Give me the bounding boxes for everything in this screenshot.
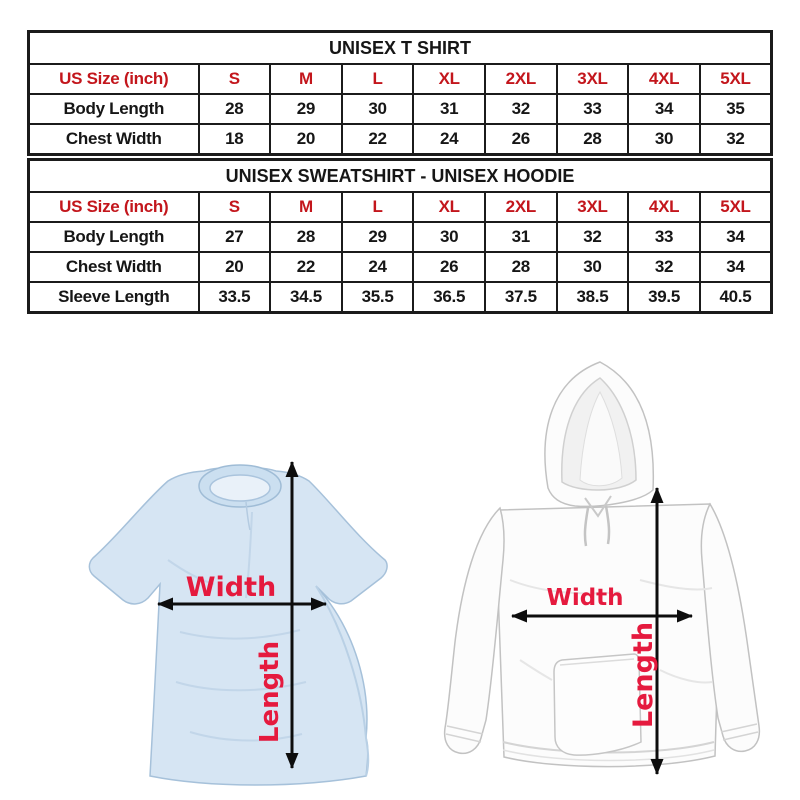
row-label: Sleeve Length bbox=[29, 282, 199, 313]
col-header: 5XL bbox=[700, 192, 772, 222]
col-header: 4XL bbox=[628, 192, 700, 222]
col-header: S bbox=[199, 64, 271, 94]
col-header: 3XL bbox=[557, 64, 629, 94]
col-header: 3XL bbox=[557, 192, 629, 222]
size-cell: 33 bbox=[557, 94, 629, 124]
size-cell: 24 bbox=[342, 252, 414, 282]
size-cell: 26 bbox=[413, 252, 485, 282]
size-cell: 22 bbox=[342, 124, 414, 155]
col-header: US Size (inch) bbox=[29, 192, 199, 222]
size-cell: 35.5 bbox=[342, 282, 414, 313]
size-cell: 28 bbox=[557, 124, 629, 155]
size-cell: 39.5 bbox=[628, 282, 700, 313]
hoodie-left-sleeve bbox=[445, 508, 504, 753]
size-cell: 32 bbox=[628, 252, 700, 282]
size-cell: 28 bbox=[270, 222, 342, 252]
col-header: L bbox=[342, 64, 414, 94]
size-cell: 26 bbox=[485, 124, 557, 155]
col-header: 4XL bbox=[628, 64, 700, 94]
col-header: XL bbox=[413, 192, 485, 222]
tshirt-figure bbox=[89, 462, 387, 785]
col-header: 2XL bbox=[485, 192, 557, 222]
hoodie-size-table bbox=[27, 158, 773, 314]
table-row bbox=[29, 222, 772, 252]
size-cell: 30 bbox=[413, 222, 485, 252]
size-cell: 22 bbox=[270, 252, 342, 282]
size-cell: 24 bbox=[413, 124, 485, 155]
size-tables bbox=[27, 30, 773, 314]
size-cell: 31 bbox=[413, 94, 485, 124]
row-label: Chest Width bbox=[29, 252, 199, 282]
col-header: XL bbox=[413, 64, 485, 94]
size-cell: 38.5 bbox=[557, 282, 629, 313]
table-row bbox=[29, 94, 772, 124]
size-cell: 32 bbox=[700, 124, 772, 155]
size-cell: 31 bbox=[485, 222, 557, 252]
col-header: S bbox=[199, 192, 271, 222]
table-row bbox=[29, 252, 772, 282]
size-cell: 28 bbox=[485, 252, 557, 282]
tshirt-body bbox=[89, 467, 387, 785]
size-cell: 27 bbox=[199, 222, 271, 252]
tshirt-collar-inner bbox=[210, 475, 270, 501]
col-header: L bbox=[342, 192, 414, 222]
col-header: M bbox=[270, 64, 342, 94]
col-header: US Size (inch) bbox=[29, 64, 199, 94]
size-cell: 33.5 bbox=[199, 282, 271, 313]
size-cell: 30 bbox=[342, 94, 414, 124]
table-title: UNISEX SWEATSHIRT - UNISEX HOODIE bbox=[29, 160, 772, 193]
size-cell: 37.5 bbox=[485, 282, 557, 313]
size-cell: 30 bbox=[557, 252, 629, 282]
size-cell: 35 bbox=[700, 94, 772, 124]
col-header: 2XL bbox=[485, 64, 557, 94]
size-cell: 29 bbox=[342, 222, 414, 252]
size-cell: 29 bbox=[270, 94, 342, 124]
table-row bbox=[29, 282, 772, 313]
size-cell: 36.5 bbox=[413, 282, 485, 313]
row-label: Body Length bbox=[29, 222, 199, 252]
size-cell: 34 bbox=[628, 94, 700, 124]
table-title: UNISEX T SHIRT bbox=[29, 32, 772, 65]
size-cell: 32 bbox=[485, 94, 557, 124]
row-label: Chest Width bbox=[29, 124, 199, 155]
hoodie-length-label: Length bbox=[628, 621, 659, 729]
size-cell: 34 bbox=[700, 252, 772, 282]
garment-figures bbox=[0, 330, 800, 800]
size-cell: 18 bbox=[199, 124, 271, 155]
size-cell: 40.5 bbox=[700, 282, 772, 313]
size-cell: 34.5 bbox=[270, 282, 342, 313]
size-cell: 34 bbox=[700, 222, 772, 252]
size-cell: 28 bbox=[199, 94, 271, 124]
size-cell: 33 bbox=[628, 222, 700, 252]
size-cell: 32 bbox=[557, 222, 629, 252]
hoodie-width-label: Width bbox=[546, 585, 624, 611]
table-row bbox=[29, 124, 772, 155]
size-cell: 20 bbox=[199, 252, 271, 282]
hoodie-figure bbox=[445, 362, 760, 774]
row-label: Body Length bbox=[29, 94, 199, 124]
size-cell: 20 bbox=[270, 124, 342, 155]
tshirt-length-label: Length bbox=[255, 640, 285, 744]
col-header: M bbox=[270, 192, 342, 222]
tshirt-width-label: Width bbox=[185, 572, 277, 603]
col-header: 5XL bbox=[700, 64, 772, 94]
tshirt-size-table bbox=[27, 30, 773, 156]
size-cell: 30 bbox=[628, 124, 700, 155]
